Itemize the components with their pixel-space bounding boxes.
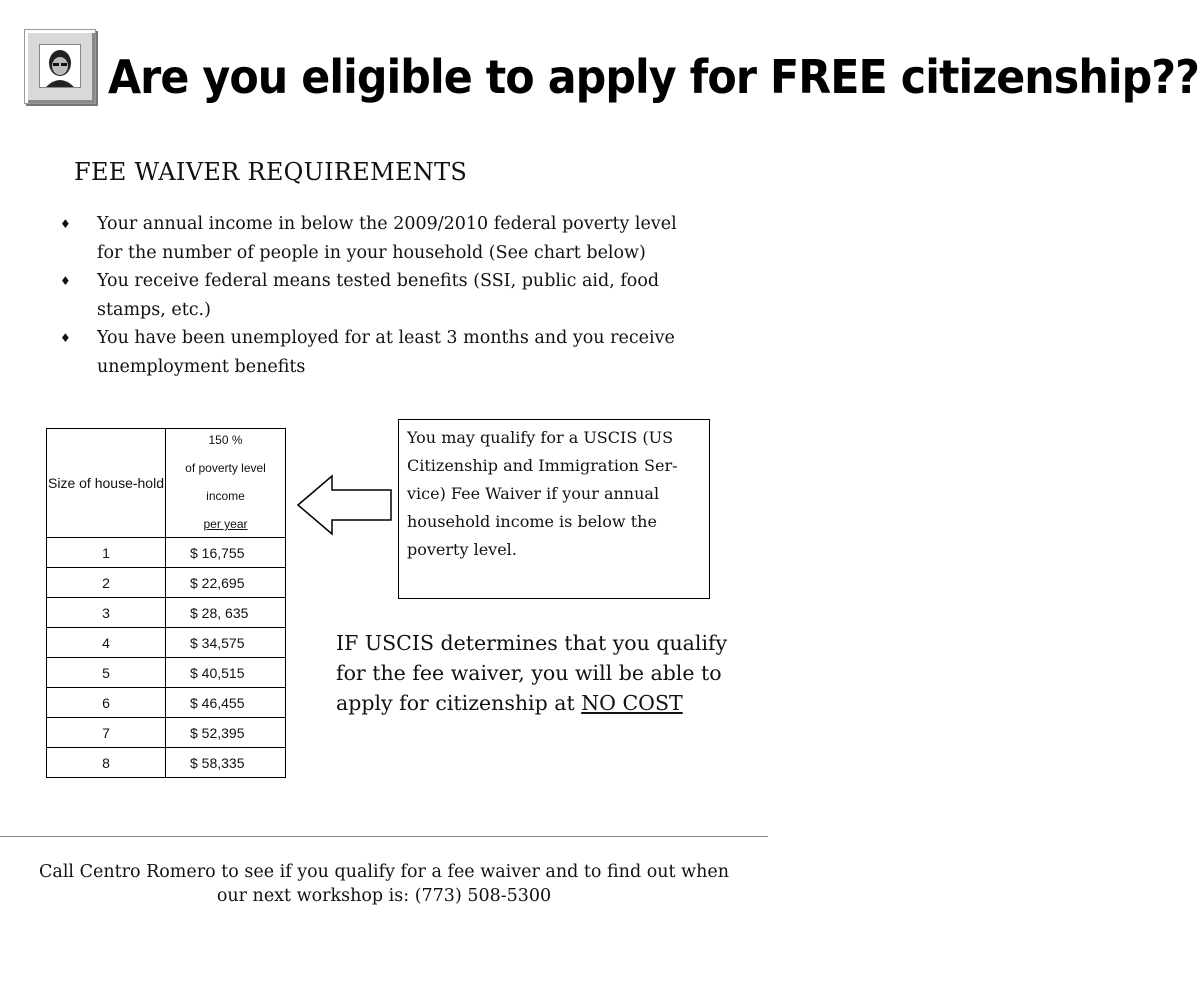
list-item: ♦ You receive federal means tested benefits (SSI, public aid, food stamps, etc.) — [60, 267, 680, 324]
table-row: 4 $ 34,575 — [47, 628, 286, 658]
table-row: 5 $ 40,515 — [47, 658, 286, 688]
no-cost-note: IF USCIS determines that you qualify for the fee waiver, you will be able to apply for citizenship at NO COST — [336, 631, 728, 715]
qualify-info-box: You may qualify for a USCIS (US Citizenship and Immigration Ser-vice) Fee Waiver if your annual household income is below the poverty level. — [398, 419, 710, 599]
divider — [0, 836, 768, 837]
left-arrow-icon — [296, 474, 394, 540]
diamond-bullet-icon: ♦ — [60, 274, 71, 288]
table-row: 8 $ 58,335 — [47, 748, 286, 778]
requirements-list — [60, 210, 680, 381]
income-header: 150 % of poverty level income per year — [166, 429, 286, 538]
table-row: 1 $ 16,755 — [47, 538, 286, 568]
list-item: ♦ You have been unemployed for at least 3 months and you receive unemployment benefits — [60, 324, 680, 381]
poverty-table — [46, 428, 286, 778]
diamond-bullet-icon: ♦ — [60, 217, 71, 231]
portrait-icon — [39, 44, 81, 88]
household-size-header: Size of house-hold — [47, 429, 166, 538]
headline: Are you eligible to apply for FREE citizenship?? — [108, 50, 1199, 104]
list-item: ♦ Your annual income in below the 2009/2010 federal poverty level for the number of people in your household (See chart below) — [60, 210, 680, 267]
logo-frame — [24, 29, 96, 104]
table-row: 7 $ 52,395 — [47, 718, 286, 748]
footer-contact: Call Centro Romero to see if you qualify for a fee waiver and to find out when our next workshop is: (773) 508-5300 — [39, 862, 729, 906]
no-cost-emphasis: NO COST — [581, 691, 683, 715]
section-title: FEE WAIVER REQUIREMENTS — [74, 158, 468, 186]
table-row: 6 $ 46,455 — [47, 688, 286, 718]
table-row: 2 $ 22,695 — [47, 568, 286, 598]
table-header-row — [47, 429, 286, 538]
table-row: 3 $ 28, 635 — [47, 598, 286, 628]
diamond-bullet-icon: ♦ — [60, 331, 71, 345]
